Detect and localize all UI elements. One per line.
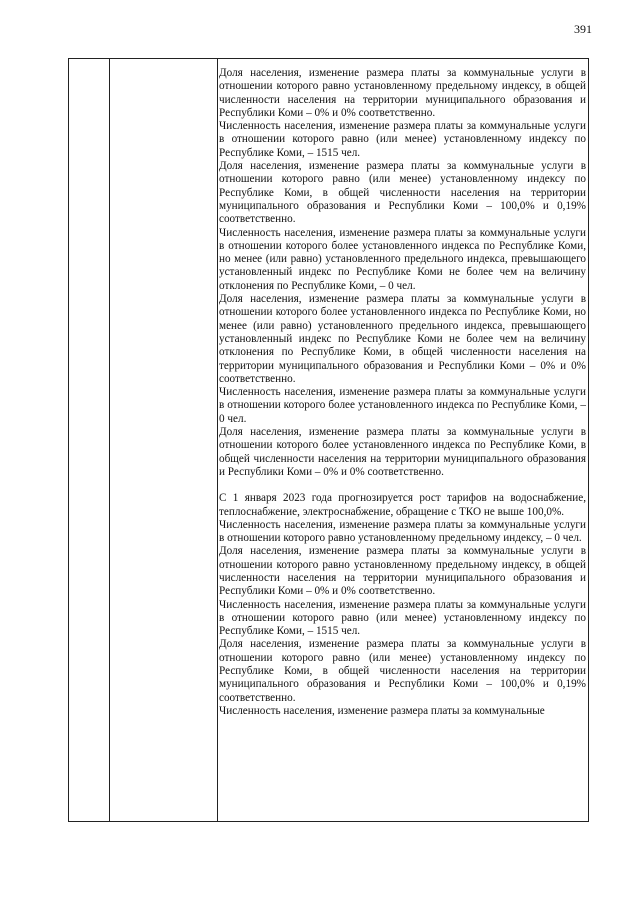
paragraph-block-2 bbox=[219, 492, 586, 718]
paragraph: Доля населения, изменение размера платы за коммунальные услуги в отношении которого более установленного индекса по Республике Коми, в общей численности населения на территории муниципального образования и Республики Коми – 0% и 0% соответственно. bbox=[219, 426, 586, 478]
paragraph: Численность населения, изменение размера платы за коммунальные услуги в отношении которого равно (или менее) установленному индексу по Республике Коми, – 1515 чел. bbox=[219, 120, 586, 159]
paragraph: Численность населения, изменение размера платы за коммунальные услуги в отношении которого равно установленному предельному индексу, – 0 чел. bbox=[219, 518, 586, 545]
column-divider bbox=[217, 59, 218, 821]
column-divider bbox=[109, 59, 110, 821]
paragraph: Численность населения, изменение размера платы за коммунальные услуги в отношении которого более установленного индекса по Республике Коми, но менее (или равно) установленного предельного индекса, превышающего установленный индекс по Республике Коми не более чем на величину отклонения по Республике Коми, – 0 чел. bbox=[219, 226, 586, 292]
paragraph: Доля населения, изменение размера платы за коммунальные услуги в отношении которого более установленного индекса по Республике Коми, но менее (или равно) установленного предельного индекса, превышающего установленный индекс по Республике Коми не более чем на величину отклонения по Республике Коми, в общей численности населения на территории муниципального образования и Республики Коми – 0% и 0% соответственно. bbox=[219, 293, 586, 385]
paragraph: Доля населения, изменение размера платы за коммунальные услуги в отношении которого равно установленному предельному индексу, в общей численности населения на территории муниципального образования и Республики Коми – 0% и 0% соответственно. bbox=[219, 545, 586, 598]
paragraph: Доля населения, изменение размера платы за коммунальные услуги в отношении которого равно (или менее) установленному индексу по Республике Коми, в общей численности населения на территории муниципального образования и Республики Коми – 100,0% и 0,19% соответственно. bbox=[219, 160, 586, 226]
paragraph: С 1 января 2023 года прогнозируется рост тарифов на водоснабжение, теплоснабжение, электроснабжение, обращение с ТКО не выше 100,0%. bbox=[219, 492, 586, 518]
paragraph: Доля населения, изменение размера платы за коммунальные услуги в отношении которого равно установленному предельному индексу, в общей численности населения на территории муниципального образования и Республики Коми – 0% и 0% соответственно. bbox=[219, 67, 586, 119]
paragraph: Численность населения, изменение размера платы за коммунальные услуги в отношении которого более установленного индекса по Республике Коми, – 0 чел. bbox=[219, 386, 586, 425]
document-table bbox=[68, 58, 589, 822]
paragraph: Численность населения, изменение размера платы за коммунальные bbox=[219, 704, 545, 717]
paragraph: Доля населения, изменение размера платы за коммунальные услуги в отношении которого равно (или менее) установленному индексу по Республике Коми, в общей численности населения на территории муниципального образования и Республики Коми – 100,0% и 0,19% соответственно. bbox=[219, 638, 586, 704]
paragraph-block-1 bbox=[219, 67, 586, 479]
page-number: 391 bbox=[574, 22, 592, 36]
paragraph: Численность населения, изменение размера платы за коммунальные услуги в отношении которого равно (или менее) установленному индексу по Республике Коми, – 1515 чел. bbox=[219, 598, 586, 638]
table-cell-text bbox=[219, 67, 586, 718]
